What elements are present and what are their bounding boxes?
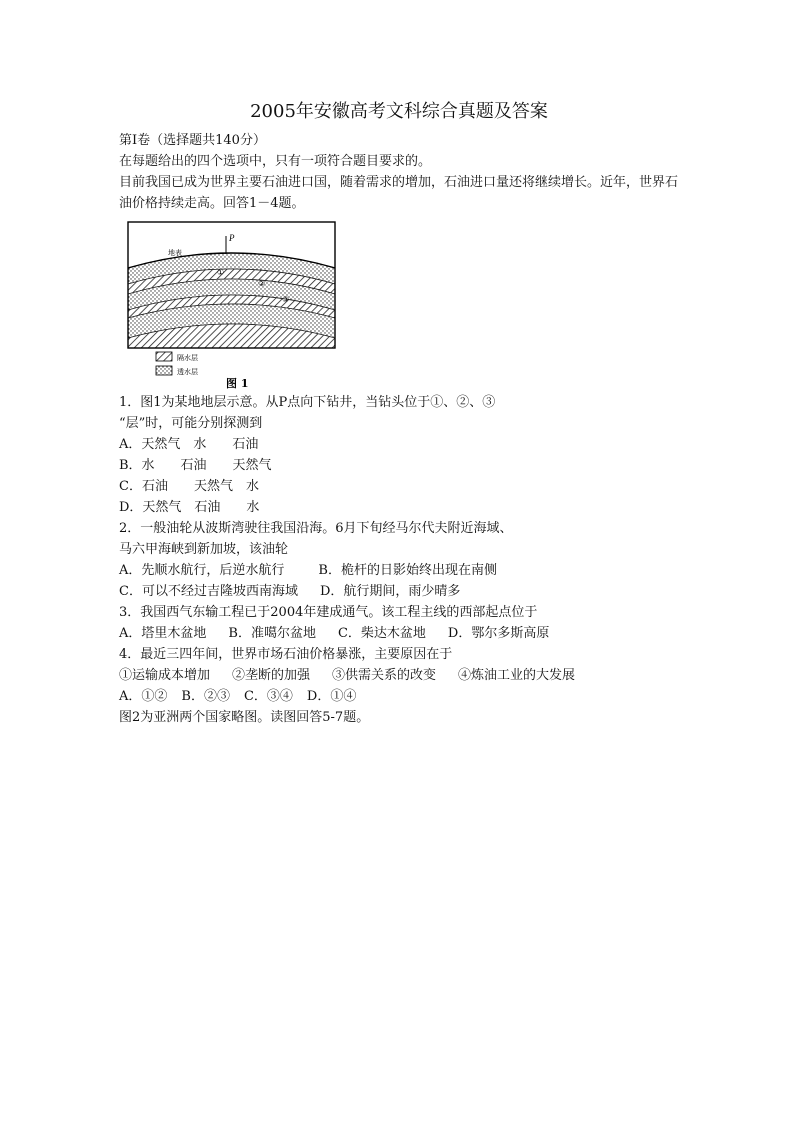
q3-option-c: C．柴达木盆地 (337, 626, 426, 641)
section-heading: 第Ⅰ卷（选择题共140分） (119, 133, 266, 148)
layer-1-mark: ① (217, 268, 225, 277)
q2-stem-line1: 2．一般油轮从波斯湾驶往我国沿海。6月下旬经马尔代夫附近海域、 (119, 521, 513, 536)
q2-option-c: C．可以不经过吉隆坡西南海域 (119, 584, 298, 599)
page-title: 2005年安徽高考文科综合真题及答案 (250, 101, 548, 122)
legend-impermeable-swatch (156, 352, 172, 361)
q1-stem-line2: “层”时，可能分别探测到 (119, 416, 263, 431)
layer-3-mark: ③ (282, 295, 290, 304)
q1-option-c: C．石油 天然气 水 (119, 479, 259, 494)
legend-permeable-swatch (156, 366, 172, 375)
q3-option-d: D．鄂尔多斯高原 (447, 626, 550, 641)
legend-permeable-label: 透水层 (177, 368, 198, 376)
q4-option-b: B．②③ (181, 689, 230, 704)
figure-1-caption: 图 1 (226, 377, 249, 390)
q4-item-1: ①运输成本增加 (119, 668, 211, 683)
strata-svg (122, 218, 337, 390)
q4-stem: 4．最近三四年间，世界市场石油价格暴涨，主要原因在于 (119, 647, 453, 662)
next-section-intro: 图2为亚洲两个国家略图。读图回答5-7题。 (119, 710, 370, 725)
q4-option-d: D．①④ (306, 689, 357, 704)
q2-options-ab (119, 560, 679, 581)
q4-option-a: A．①② (119, 689, 168, 704)
q2-option-b: B．桅杆的日影始终出现在南侧 (318, 563, 497, 578)
q2-stem-line2: 马六甲海峡到新加坡，该油轮 (119, 542, 289, 557)
q2-option-d: D．航行期间，雨少晴多 (319, 584, 461, 599)
q4-item-4: ④炼油工业的大发展 (458, 668, 576, 683)
q2-options-cd (119, 581, 679, 602)
q3-options (119, 623, 679, 644)
q1-option-b: B．水 石油 天然气 (119, 458, 272, 473)
q4-items (119, 665, 679, 686)
q4-item-3: ③供需关系的改变 (332, 668, 437, 683)
q1-option-d: D．天然气 石油 水 (119, 500, 260, 515)
figure-1-strata-diagram (122, 218, 337, 390)
exam-page (119, 100, 679, 728)
layer-2-mark: ② (258, 279, 266, 288)
q4-item-2: ②垄断的加强 (232, 668, 311, 683)
q3-option-b: B．准噶尔盆地 (228, 626, 316, 641)
q1-stem-line1: 1．图1为某地地层示意。从P点向下钻井，当钻头位于①、②、③ (119, 395, 496, 410)
q3-stem: 3．我国西气东输工程已于2004年建成通气。该工程主线的西部起点位于 (119, 605, 538, 620)
q4-options (119, 686, 679, 707)
legend-impermeable-label: 隔水层 (177, 354, 198, 362)
q4-option-c: C．③④ (243, 689, 293, 704)
point-p-label: P (229, 233, 235, 243)
instruction-text: 在每题给出的四个选项中，只有一项符合题目要求的。 (119, 154, 432, 169)
intro-paragraph: 目前我国已成为世界主要石油进口国，随着需求的增加，石油进口量还将继续增长。近年，世界石油价格持续走高。回答1－4题。 (119, 175, 679, 211)
q2-option-a: A．先顺水航行，后逆水航行 (119, 563, 285, 578)
q3-option-a: A．塔里木盆地 (119, 626, 207, 641)
q1-option-a: A．天然气 水 石油 (119, 437, 259, 452)
surface-label: 地表 (168, 249, 182, 257)
